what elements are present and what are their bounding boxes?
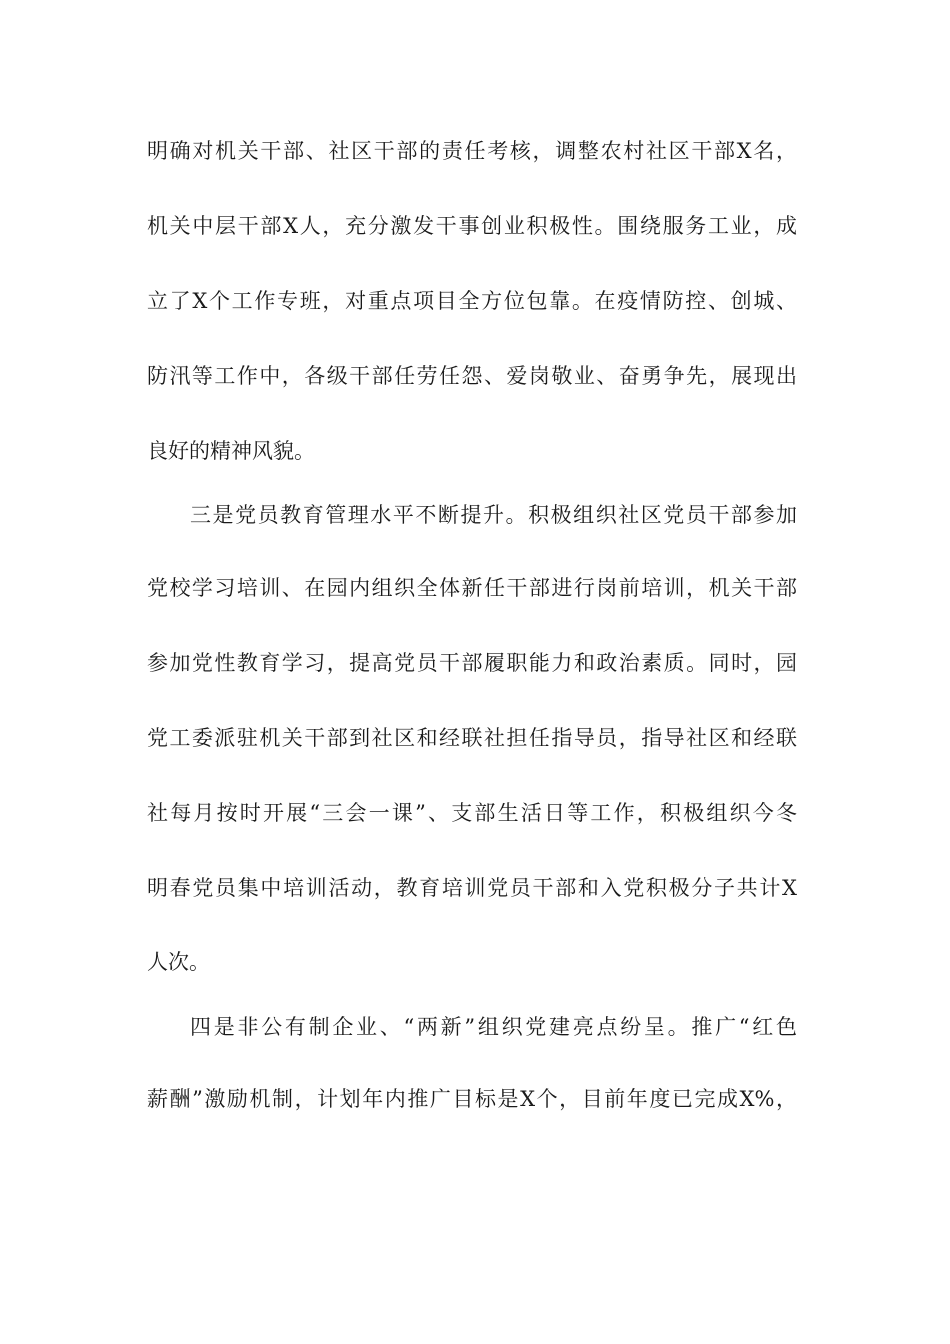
text-line: 薪酬”激励机制，计划年内推广目标是X个，目前年度已完成X%， xyxy=(147,1087,797,1111)
text-line: 良好的精神风貌。 xyxy=(147,439,315,463)
text-line: 党校学习培训、在园内组织全体新任干部进行岗前培训，机关干部 xyxy=(147,576,797,600)
paragraph-first-line: 三是党员教育管理水平不断提升。积极组织社区党员干部参加 xyxy=(190,503,797,527)
text-line: 党工委派驻机关干部到社区和经联社担任指导员，指导社区和经联 xyxy=(147,726,797,750)
text-line: 人次。 xyxy=(147,950,210,974)
text-line: 明春党员集中培训活动，教育培训党员干部和入党积极分子共计X xyxy=(147,876,797,900)
text-line: 立了X个工作专班，对重点项目全方位包靠。在疫情防控、创城、 xyxy=(147,289,797,313)
text-line: 防汛等工作中，各级干部任劳任怨、爱岗敬业、奋勇争先，展现出 xyxy=(147,364,797,388)
text-line: 参加党性教育学习，提高党员干部履职能力和政治素质。同时，园 xyxy=(147,651,797,675)
text-line: 明确对机关干部、社区干部的责任考核，调整农村社区干部X名， xyxy=(147,139,797,163)
text-line: 机关中层干部X人，充分激发干事创业积极性。围绕服务工业，成 xyxy=(147,214,797,238)
paragraph-first-line: 四是非公有制企业、“两新”组织党建亮点纷呈。推广“红色 xyxy=(190,1015,797,1039)
text-line: 社每月按时开展“三会一课”、支部生活日等工作，积极组织今冬 xyxy=(147,801,797,825)
